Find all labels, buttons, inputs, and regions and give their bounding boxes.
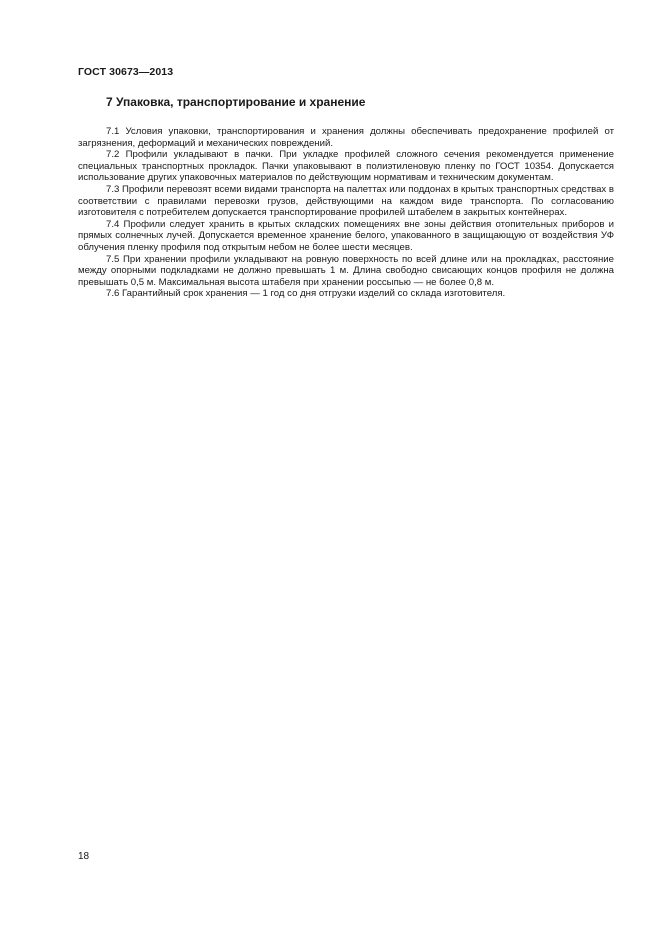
document-standard-header: ГОСТ 30673—2013 <box>78 66 174 78</box>
paragraph-7-4: 7.4 Профили следует хранить в крытых складских помещениях вне зоны действия отопительных приборов и прямых солнечных лучей. Допускается временное хранение белого, упакованного в защищающую от воздействия УФ облучения пленку профиля под открытым небом не более шести месяцев. <box>78 218 614 253</box>
page-number: 18 <box>78 851 90 862</box>
paragraph-7-5: 7.5 При хранении профили укладывают на ровную поверхность по всей длине или на прокладках, расстояние между опорными подкладками не должно превышать 1 м. Длина свободно свисающих концов профиля не должна превышать 0,5 м. Максимальная высота штабеля при хранении россыпью — не более 0,8 м. <box>78 253 614 288</box>
paragraph-7-2: 7.2 Профили укладывают в пачки. При укладке профилей сложного сечения рекомендуется применение специальных транспортных прокладок. Пачки упаковывают в полиэтиленовую пленку по ГОСТ 10354. Допускается использование других упаковочных материалов по действующим нормативам и техническим документам. <box>78 149 614 184</box>
paragraph-7-1: 7.1 Условия упаковки, транспортирования и хранения должны обеспечивать предохранение профилей от загрязнения, деформаций и механических повреждений. <box>78 126 614 149</box>
paragraph-7-3: 7.3 Профили перевозят всеми видами транспорта на палеттах или поддонах в крытых транспортных средствах в соответствии с правилами перевозки грузов, действующими на каждом виде транспорта. По согласованию изготовителя с потребителем допускается транспортирование профилей штабелем в закрытых контейнерах. <box>78 183 614 219</box>
section-title: 7 Упаковка, транспортирование и хранение <box>106 95 366 109</box>
section-body <box>78 126 614 300</box>
paragraph-7-6: 7.6 Гарантийный срок хранения — 1 год со дня отгрузки изделий со склада изготовителя. <box>106 288 506 300</box>
